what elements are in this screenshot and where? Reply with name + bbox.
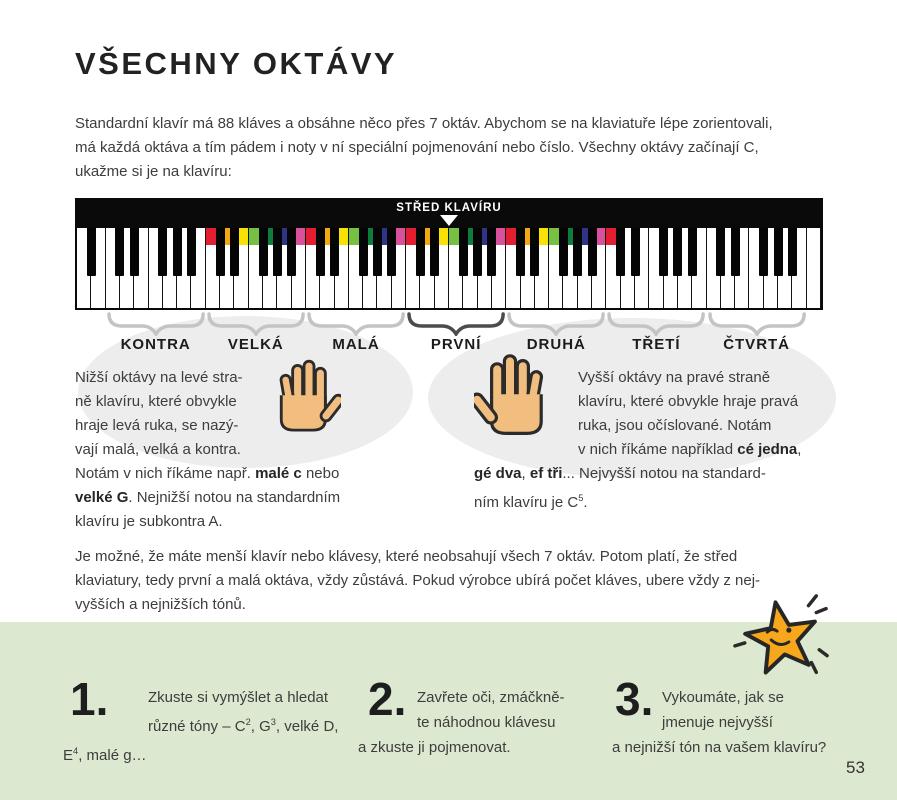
text-line: gé dva, ef tři... Nejvyšší notou na standard- xyxy=(474,465,766,482)
octave-label: ČTVRTÁ xyxy=(723,336,791,353)
text-line: Vyšší oktávy na pravé straně xyxy=(578,369,771,386)
text-line: Notám v nich říkáme např. malé c nebo xyxy=(75,465,340,482)
black-key xyxy=(158,228,167,276)
higher-octaves-text-continued xyxy=(474,462,766,515)
text-line: a zkuste ji pojmenovat. xyxy=(358,739,511,756)
exercise-text xyxy=(612,685,897,760)
text-line: klavíru, které obvykle hraje pravá xyxy=(578,393,799,410)
piano-keyboard xyxy=(75,198,823,310)
white-key xyxy=(807,228,821,308)
black-key xyxy=(774,228,783,276)
text-line: ním klavíru je $C^5$. xyxy=(474,493,588,511)
black-key xyxy=(230,228,239,276)
text-line: velké G. Nejnižší notou na standardním xyxy=(75,489,341,506)
black-key xyxy=(673,228,682,276)
black-key xyxy=(287,228,296,276)
text-line: hraje levá ruka, se nazý- xyxy=(75,417,239,434)
octave-label: MALÁ xyxy=(332,336,380,353)
text-line: má každá oktáva a tím pádem i noty v ní speciální pojmenování nebo číslo. Všechny oktávy začínají C, xyxy=(75,139,759,156)
octave-brace xyxy=(506,312,606,336)
octave-brace xyxy=(406,312,506,336)
exercise-text xyxy=(358,685,648,760)
exercise-number: 2. xyxy=(368,673,407,725)
black-key xyxy=(616,228,625,276)
octave-label: DRUHÁ xyxy=(526,336,586,353)
black-key xyxy=(788,228,797,276)
black-key xyxy=(731,228,740,276)
black-key xyxy=(459,228,468,276)
octave-brace xyxy=(106,312,206,336)
black-key xyxy=(373,228,382,276)
octave-label: KONTRA xyxy=(120,336,191,353)
exercise-item-1 xyxy=(63,673,353,786)
text-line: vají malá, velká a kontra. xyxy=(75,441,241,458)
text-line: ukažme si je na klavíru: xyxy=(75,163,232,180)
text-line: Zavřete oči, zmáčkně- xyxy=(417,689,565,706)
text-line: jmenuje nejvyšší xyxy=(662,714,773,731)
intro-paragraph xyxy=(75,112,773,184)
black-key xyxy=(716,228,725,276)
text-line: různé tóny – $C^2$, $G^3$, velké D, xyxy=(148,717,339,735)
octave-braces-row xyxy=(77,312,821,336)
page-number: 53 xyxy=(846,758,865,777)
exercise-item-2 xyxy=(358,673,648,786)
text-line: v nich říkáme například cé jedna, xyxy=(578,441,802,458)
text-line: ně klavíru, které obvykle xyxy=(75,393,237,410)
exercise-number: 3. xyxy=(615,673,654,725)
black-key xyxy=(573,228,582,276)
black-key xyxy=(330,228,339,276)
exercise-text xyxy=(63,685,353,768)
octave-label: TŘETÍ xyxy=(632,336,681,353)
black-key xyxy=(659,228,668,276)
text-line: Standardní klavír má 88 kláves a obsáhne něco přes 7 oktáv. Abychom se na klaviatuře lépe zorientovali, xyxy=(75,115,773,132)
black-key xyxy=(187,228,196,276)
black-key xyxy=(115,228,124,276)
black-key xyxy=(631,228,640,276)
lower-octaves-text-continued xyxy=(75,462,340,534)
lower-octaves-text xyxy=(75,366,243,462)
octave-label: VELKÁ xyxy=(227,336,284,353)
black-key xyxy=(259,228,268,276)
black-key xyxy=(430,228,439,276)
text-line: a nejnižší tón na vašem klavíru? xyxy=(612,739,827,756)
higher-octaves-text xyxy=(578,366,801,462)
black-key xyxy=(130,228,139,276)
black-key xyxy=(416,228,425,276)
page-title: VŠECHNY OKTÁVY xyxy=(75,46,398,81)
text-line: vyšších a nejnižších tónů. xyxy=(75,596,246,613)
right-hand-icon xyxy=(474,348,546,442)
left-hand-icon xyxy=(277,352,341,440)
black-key xyxy=(216,228,225,276)
black-key xyxy=(359,228,368,276)
keyboard-center-label: STŘED KLAVÍRU xyxy=(396,202,502,214)
smaller-keyboards-paragraph xyxy=(75,545,760,617)
black-key xyxy=(87,228,96,276)
black-key xyxy=(473,228,482,276)
octave-brace xyxy=(606,312,706,336)
black-key xyxy=(516,228,525,276)
text-line: te náhodnou klávesu xyxy=(417,714,556,731)
black-key xyxy=(273,228,282,276)
text-line: Nižší oktávy na levé stra- xyxy=(75,369,243,386)
text-line: Je možné, že máte menší klavír nebo klávesy, které neobsahují všech 7 oktáv. Potom platí, že střed xyxy=(75,548,738,565)
exercise-number: 1. xyxy=(70,673,109,725)
black-key xyxy=(559,228,568,276)
black-key xyxy=(316,228,325,276)
black-key xyxy=(588,228,597,276)
black-key xyxy=(387,228,396,276)
octave-labels-row xyxy=(77,336,821,356)
black-key xyxy=(759,228,768,276)
octave-brace xyxy=(306,312,406,336)
piano-keys xyxy=(75,198,823,310)
star-icon xyxy=(732,590,832,688)
black-key xyxy=(487,228,496,276)
black-key xyxy=(688,228,697,276)
octave-brace xyxy=(206,312,306,336)
text-line: $E^4$, malé g… xyxy=(63,746,147,764)
black-key xyxy=(173,228,182,276)
black-key xyxy=(530,228,539,276)
text-line: Zkuste si vymýšlet a hledat xyxy=(148,689,329,706)
octave-label: PRVNÍ xyxy=(430,336,482,353)
text-line: klavíru je subkontra A. xyxy=(75,513,223,530)
text-line: ruka, jsou očíslované. Notám xyxy=(578,417,772,434)
text-line: klaviatury, tedy první a malá oktáva, vždy zůstává. Pokud výrobce ubírá počet kláves, ubere vždy z nej- xyxy=(75,572,761,589)
octave-brace xyxy=(707,312,807,336)
text-line: Vykoumáte, jak se xyxy=(662,689,784,706)
